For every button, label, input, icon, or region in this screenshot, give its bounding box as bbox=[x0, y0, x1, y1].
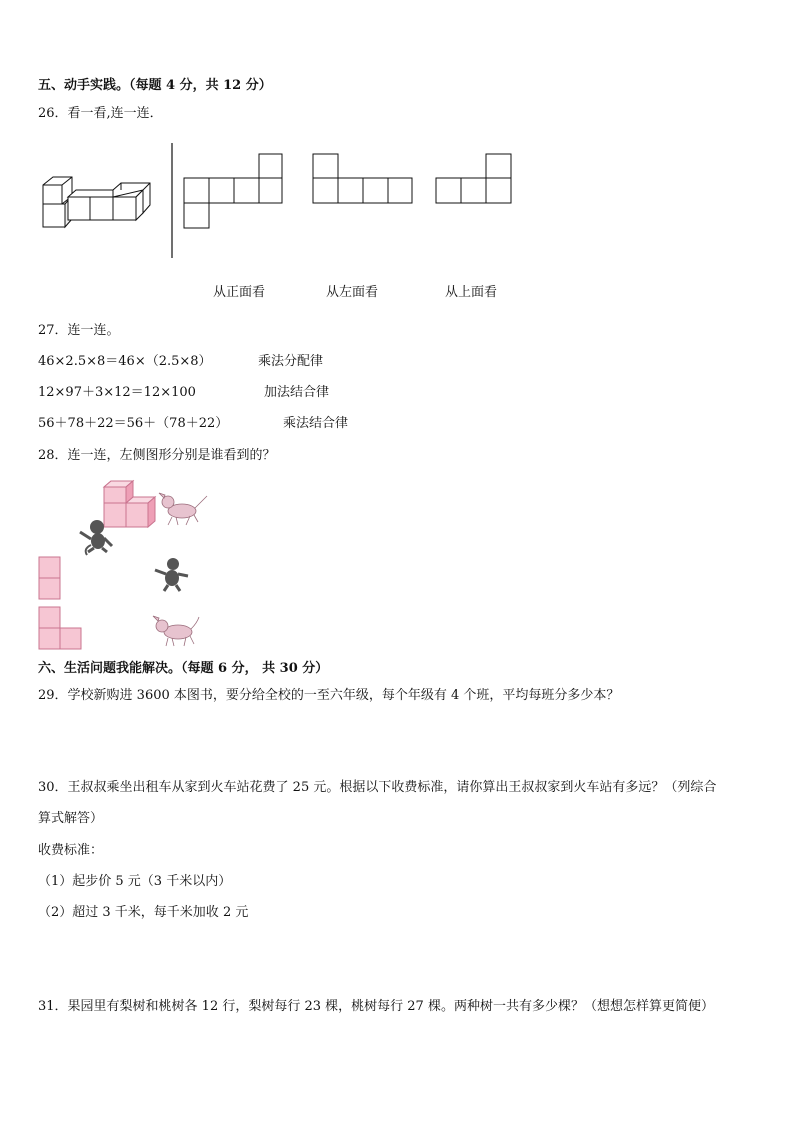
dog-icon bbox=[159, 493, 207, 525]
q27-left-2: 12×97＋3×12＝12×100 bbox=[38, 385, 196, 400]
q27-left-1: 46×2.5×8＝46×（2.5×8） bbox=[38, 354, 212, 369]
monkey-icon bbox=[155, 558, 188, 591]
q30-item1: （1）起步价 5 元（3 千米以内） bbox=[38, 874, 232, 889]
q30-line1: 30．王叔叔乘坐出租车从家到火车站花费了 25 元。根据以下收费标准，请你算出王叔叔家到火车站有多远？（列综合 bbox=[38, 780, 717, 795]
label-front-view: 从正面看 bbox=[213, 285, 266, 300]
label-top-view: 从上面看 bbox=[445, 285, 498, 300]
q26-prompt: 26．看一看,连一连． bbox=[38, 106, 163, 121]
q30-line2: 算式解答） bbox=[38, 811, 104, 826]
q31-text: 31．果园里有梨树和桃树各 12 行，梨树每行 23 棵，桃树每行 27 棵。两种树一共有多少棵？（想想怎样算更简便） bbox=[38, 999, 714, 1014]
pink-cubes-icon bbox=[104, 481, 155, 527]
q27-right-1: 乘法分配律 bbox=[258, 354, 324, 369]
pink-view-column-icon bbox=[39, 557, 60, 599]
pink-view-l-shape-icon bbox=[39, 607, 81, 649]
q29-text: 29．学校新购进 3600 本图书，要分给全校的一至六年级，每个年级有 4 个班，平均每班分多少本？ bbox=[38, 688, 620, 703]
q27-prompt: 27．连一连。 bbox=[38, 323, 120, 338]
q27-left-3: 56＋78＋22＝56＋（78＋22） bbox=[38, 416, 229, 431]
section6-title: 六、生活问题我能解决。（每题 6 分， 共 30 分） bbox=[38, 661, 329, 676]
label-left-view: 从左面看 bbox=[326, 285, 379, 300]
q28-prompt: 28．连一连，左侧图形分别是谁看到的？ bbox=[38, 448, 276, 463]
q30-item2: （2）超过 3 千米，每千米加收 2 元 bbox=[38, 905, 249, 920]
dog-icon bbox=[153, 616, 199, 646]
section5-title: 五、动手实践。（每题 4 分，共 12 分） bbox=[38, 78, 272, 93]
q30-standard: 收费标准： bbox=[38, 843, 104, 858]
q27-right-3: 乘法结合律 bbox=[283, 416, 349, 431]
q27-right-2: 加法结合律 bbox=[264, 385, 330, 400]
